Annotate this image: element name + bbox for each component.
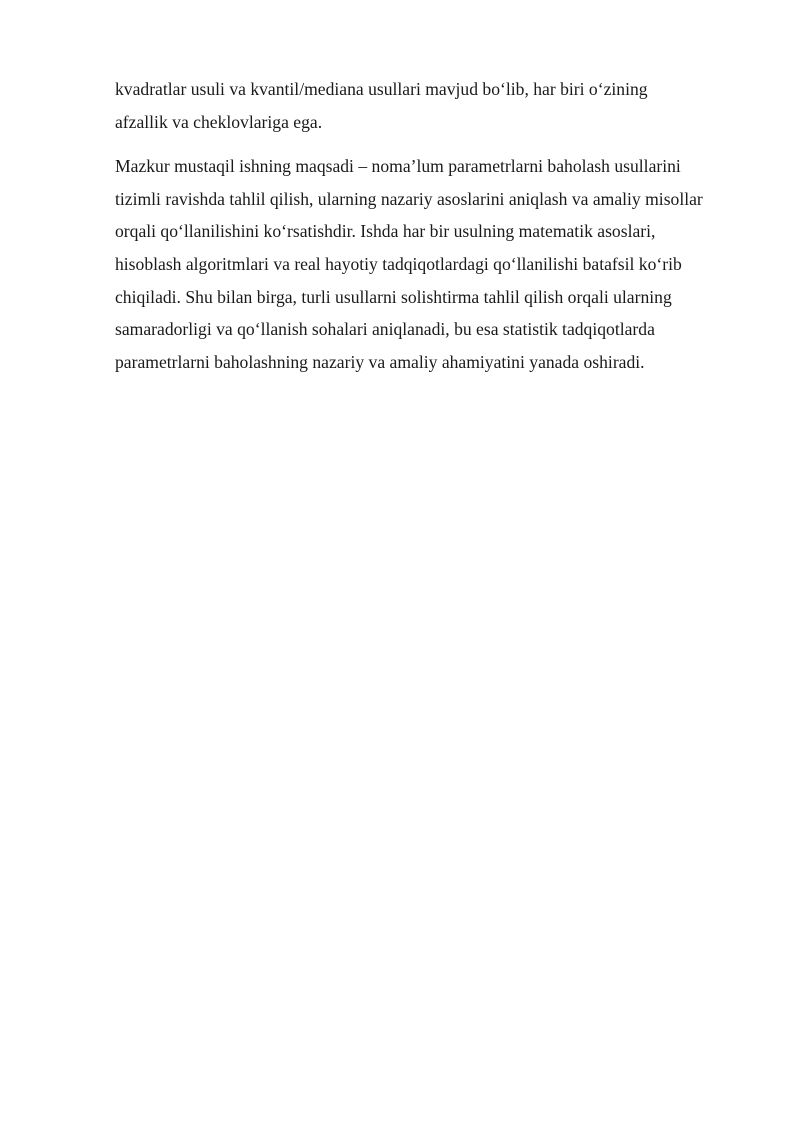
text-line: samaradorligi va qo‘llanish sohalari aniqlanadi, bu esa statistik tadqiqotlarda xyxy=(115,319,655,340)
text-line: Mazkur mustaqil ishning maqsadi – noma’lum parametrlarni baholash usullarini xyxy=(115,156,681,177)
text-line: afzallik va cheklovlariga ega. xyxy=(115,111,323,132)
paragraph-1 xyxy=(115,73,747,138)
text-line: kvadratlar usuli va kvantil/mediana usullari mavjud bo‘lib, har biri o‘zining xyxy=(115,79,648,99)
text-line: parametrlarni baholashning nazariy va amaliy ahamiyatini yanada oshiradi. xyxy=(115,351,645,372)
paragraph-2 xyxy=(115,150,747,378)
text-line: orqali qo‘llanilishini ko‘rsatishdir. Ishda har bir usulning matematik asoslari, xyxy=(115,221,656,242)
text-line: hisoblash algoritmlari va real hayotiy tadqiqotlardagi qo‘llanilishi batafsil ko‘rib xyxy=(115,253,682,274)
text-line: tizimli ravishda tahlil qilish, ularning nazariy asoslarini aniqlash va amaliy misollar xyxy=(115,188,703,209)
body-text xyxy=(115,73,747,378)
text-line: chiqiladi. Shu bilan birga, turli usullarni solishtirma tahlil qilish orqali ularning xyxy=(115,286,672,307)
